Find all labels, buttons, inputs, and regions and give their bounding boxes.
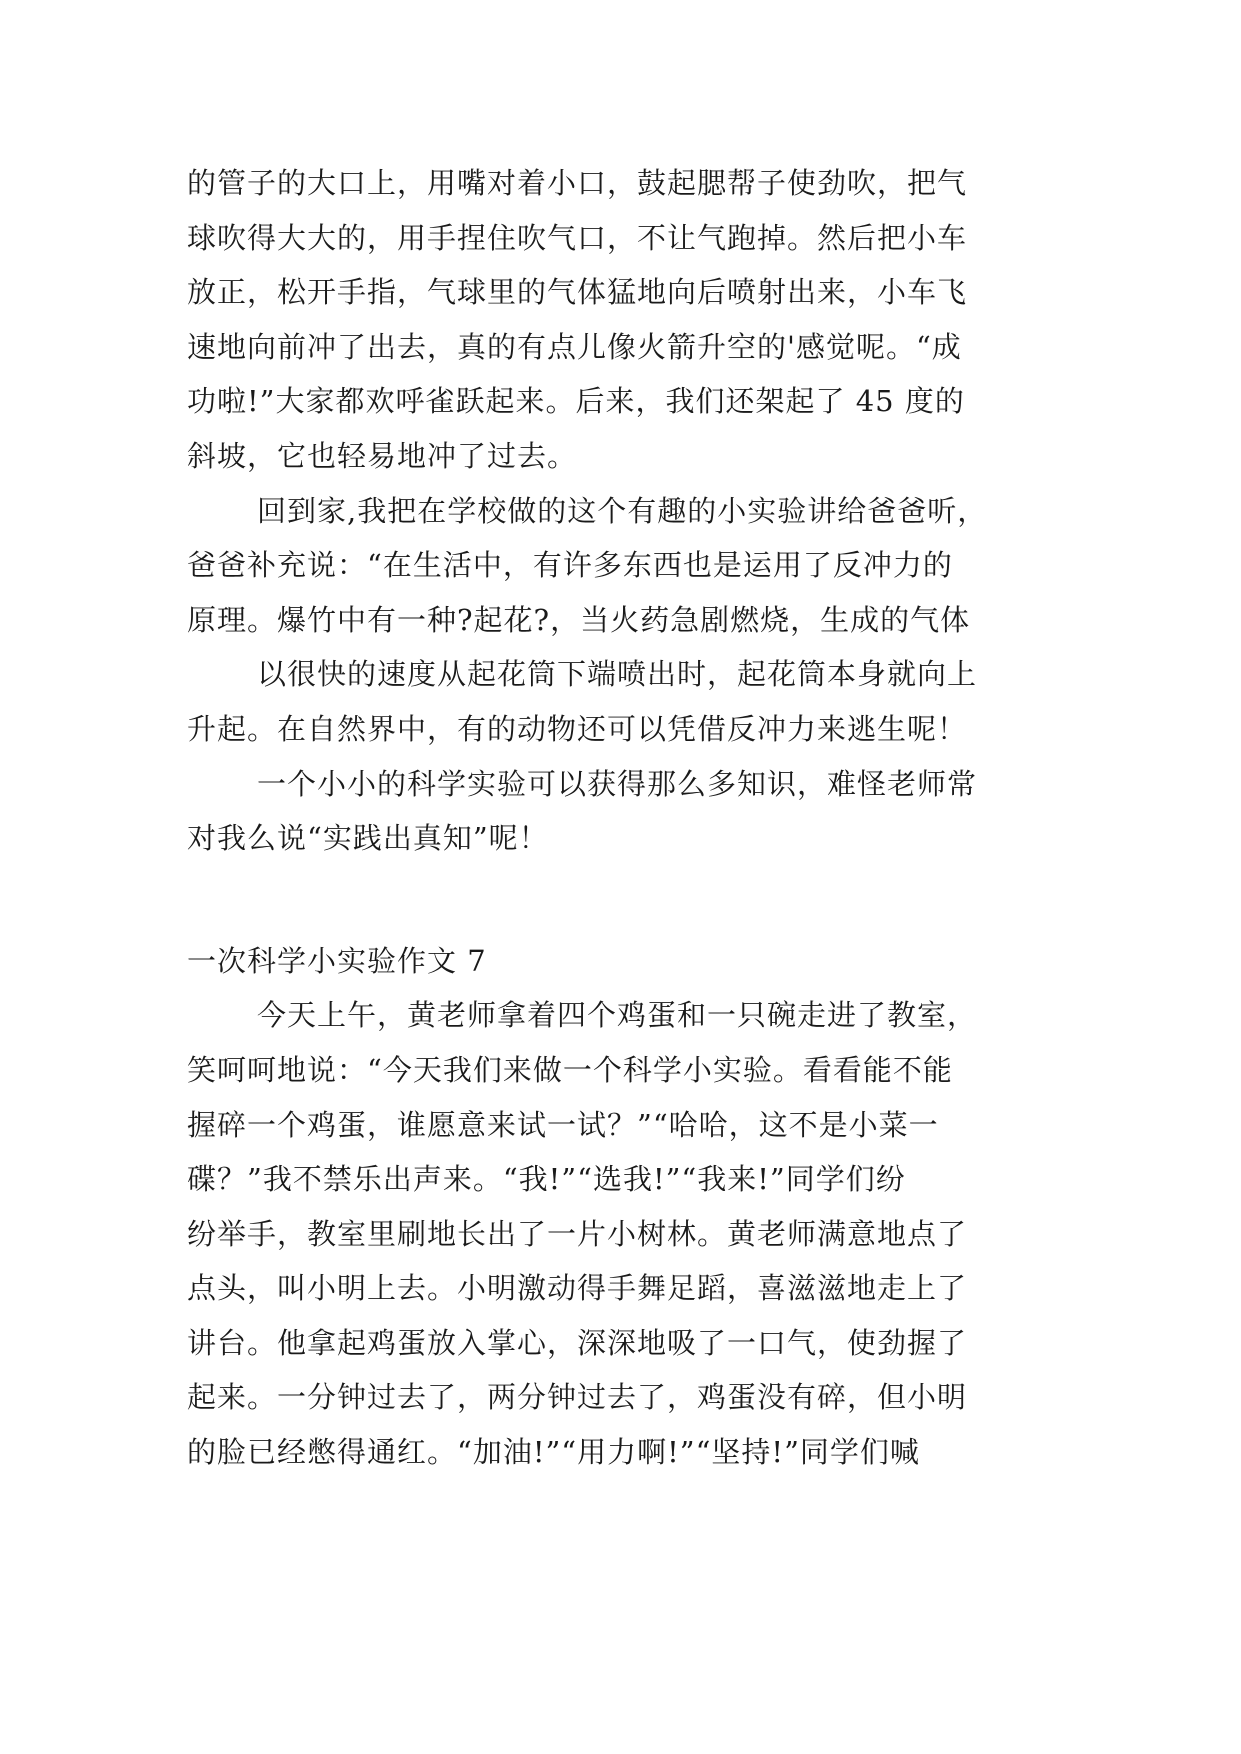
text-line: 起来。一分钟过去了，两分钟过去了，鸡蛋没有碎，但小明 (187, 1380, 968, 1415)
section-title: 一次科学小实验作文 7 (187, 943, 487, 978)
text-line: 放正，松开手指，气球里的气体猛地向后喷射出来，小车飞 (187, 275, 968, 310)
section-heading (187, 934, 1055, 989)
text-line: 对我么说“实践出真知”呢！ (187, 821, 549, 856)
text-line: 速地向前冲了出去，真的有点儿像火箭升空的'感觉呢。“成 (187, 329, 962, 364)
text-line: 笑呵呵地说：“今天我们来做一个科学小实验。看看能不能 (187, 1052, 953, 1087)
text-line: 功啦!”大家都欢呼雀跃起来。后来，我们还架起了 45 度的 (187, 384, 965, 419)
text-line: 碟？”我不禁乐出声来。“我!”“选我!”“我来!”同学们纷 (187, 1162, 906, 1197)
text-line: 斜坡，它也轻易地冲了过去。 (187, 438, 578, 473)
text-line: 的管子的大口上，用嘴对着小口，鼓起腮帮子使劲吹，把气 (187, 166, 968, 200)
paragraph-3 (187, 647, 1055, 756)
text-line: 点头，叫小明上去。小明激动得手舞足蹈，喜滋滋地走上了 (187, 1271, 968, 1306)
text-line: 原理。爆竹中有一种?起花?，当火药急剧燃烧，生成的气体 (187, 602, 971, 637)
text-line: 今天上午，黄老师拿着四个鸡蛋和一只碗走进了教室， (257, 998, 978, 1033)
document-body (187, 156, 1055, 1480)
paragraph-2 (187, 484, 1055, 648)
paragraph-5 (187, 988, 1055, 1479)
text-line: 纷举手，教室里刷地长出了一片小树林。黄老师满意地点了 (187, 1216, 968, 1251)
text-line: 球吹得大大的，用手捏住吹气口，不让气跑掉。然后把小车 (187, 220, 968, 255)
text-line: 回到家,我把在学校做的这个有趣的小实验讲给爸爸听， (257, 493, 988, 528)
text-line: 讲台。他拿起鸡蛋放入掌心，深深地吸了一口气，使劲握了 (187, 1325, 968, 1360)
text-line: 爸爸补充说：“在生活中，有许多东西也是运用了反冲力的 (187, 548, 953, 583)
text-line: 升起。在自然界中，有的动物还可以凭借反冲力来逃生呢！ (187, 711, 968, 746)
paragraph-1 (187, 156, 1055, 484)
text-line: 一个小小的科学实验可以获得那么多知识，难怪老师常 (257, 766, 978, 801)
text-line: 握碎一个鸡蛋，谁愿意来试一试？”“哈哈，这不是小菜一 (187, 1107, 939, 1142)
section-spacer (187, 866, 1055, 934)
text-line: 的脸已经憋得通红。“加油!”“用力啊!”“坚持!”同学们喊 (187, 1435, 920, 1470)
paragraph-4 (187, 757, 1055, 866)
text-line: 以很快的速度从起花筒下端喷出时，起花筒本身就向上 (257, 657, 978, 692)
